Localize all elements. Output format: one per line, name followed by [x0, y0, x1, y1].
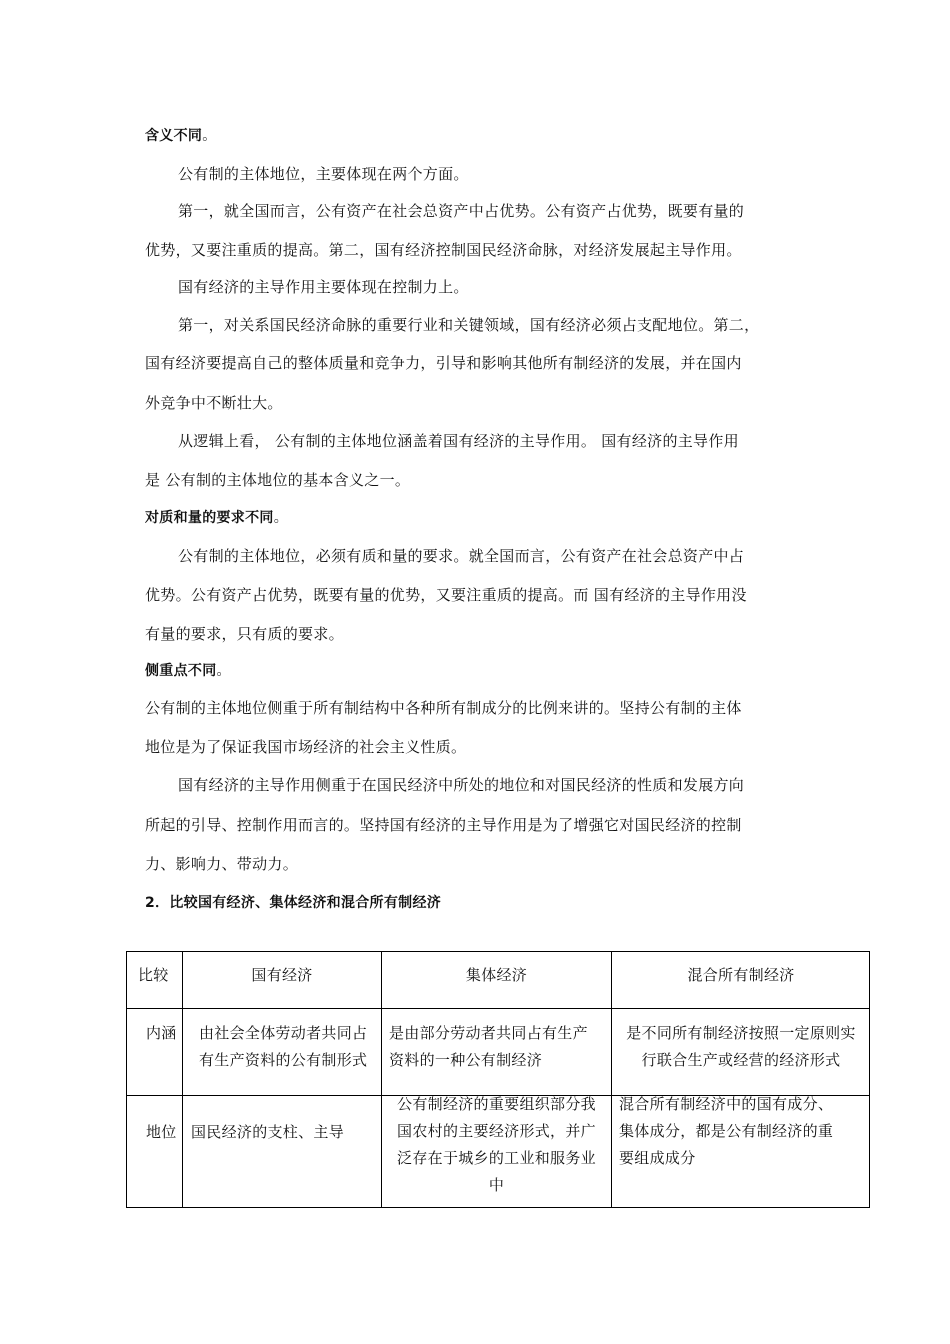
- table-divider: [127, 1008, 869, 1009]
- table-cell: 是由部分劳动者共同占有生产 资料的一种公有制经济: [389, 1024, 588, 1069]
- paragraph-line: 从逻辑上看， 公有制的主体地位涵盖着国有经济的主导作用。 国有经济的主导作用: [178, 432, 739, 450]
- paragraph-line: 公有制的主体地位，主要体现在两个方面。: [178, 165, 469, 183]
- table-divider: [182, 952, 183, 1207]
- paragraph-line: 公有制的主体地位，必须有质和量的要求。就全国而言，公有资产在社会总资产中占: [178, 547, 745, 565]
- paragraph-line: 有量的要求，只有质的要求。: [145, 625, 344, 643]
- paragraph-line: 优势，又要注重质的提高。第二，国有经济控制国民经济命脉，对经济发展起主导作用。: [145, 241, 742, 259]
- header-compare: 比较: [138, 966, 169, 984]
- paragraph-line: 第一，对关系国民经济命脉的重要行业和关键领域，国有经济必须占支配地位。第二，: [178, 316, 760, 334]
- paragraph-line: 是 公有制的主体地位的基本含义之一。: [145, 471, 411, 489]
- paragraph-line: 国有经济的主导作用侧重于在国民经济中所处的地位和对国民经济的性质和发展方向: [178, 776, 745, 794]
- table-cell: 由社会全体劳动者共同占 有生产资料的公有制形式: [199, 1024, 368, 1069]
- table-cell: 是不同所有制经济按照一定原则实 行联合生产或经营的经济形式: [626, 1024, 856, 1069]
- header-state-economy: 国有经济: [251, 966, 313, 984]
- paragraph-line: 力、影响力、带动力。: [145, 855, 299, 873]
- comparison-table: [126, 951, 870, 1208]
- paragraph-line: 地位是为了保证我国市场经济的社会主义性质。: [145, 738, 467, 756]
- section-heading-meaning: 含义不同。: [145, 128, 217, 144]
- table-cell: 公有制经济的重要组织部分我 国农村的主要经济形式，并广 泛存在于城乡的工业和服务业 中: [397, 1095, 596, 1194]
- table-cell: 混合所有制经济中的国有成分、 集体成分，都是公有制经济的重 要组成成分: [619, 1095, 834, 1167]
- paragraph-line: 外竞争中不断壮大。: [145, 394, 283, 412]
- table-cell: 国民经济的支柱、主导: [191, 1123, 345, 1141]
- paragraph-line: 国有经济要提高自己的整体质量和竞争力，引导和影响其他所有制经济的发展，并在国内: [145, 354, 742, 372]
- paragraph-line: 优势。公有资产占优势，既要有量的优势，又要注重质的提高。而 国有经济的主导作用没: [145, 586, 747, 604]
- paragraph-line: 所起的引导、控制作用而言的。坚持国有经济的主导作用是为了增强它对国民经济的控制: [145, 816, 742, 834]
- paragraph-line: 公有制的主体地位侧重于所有制结构中各种所有制成分的比例来讲的。坚持公有制的主体: [145, 699, 742, 717]
- row-label-meaning: 内涵: [146, 1024, 177, 1042]
- section-heading-emphasis: 侧重点不同。: [145, 663, 231, 679]
- row-label-status: 地位: [146, 1123, 177, 1141]
- section-heading-quality-quantity: 对质和量的要求不同。: [145, 510, 289, 526]
- header-mixed-economy: 混合所有制经济: [687, 966, 795, 984]
- paragraph-line: 第一，就全国而言，公有资产在社会总资产中占优势。公有资产占优势，既要有量的: [178, 202, 745, 220]
- table-divider: [611, 952, 612, 1207]
- header-collective-economy: 集体经济: [465, 966, 528, 984]
- paragraph-line: 国有经济的主导作用主要体现在控制力上。: [178, 278, 469, 296]
- section-heading-comparison: 2．比较国有经济、集体经济和混合所有制经济: [145, 895, 442, 911]
